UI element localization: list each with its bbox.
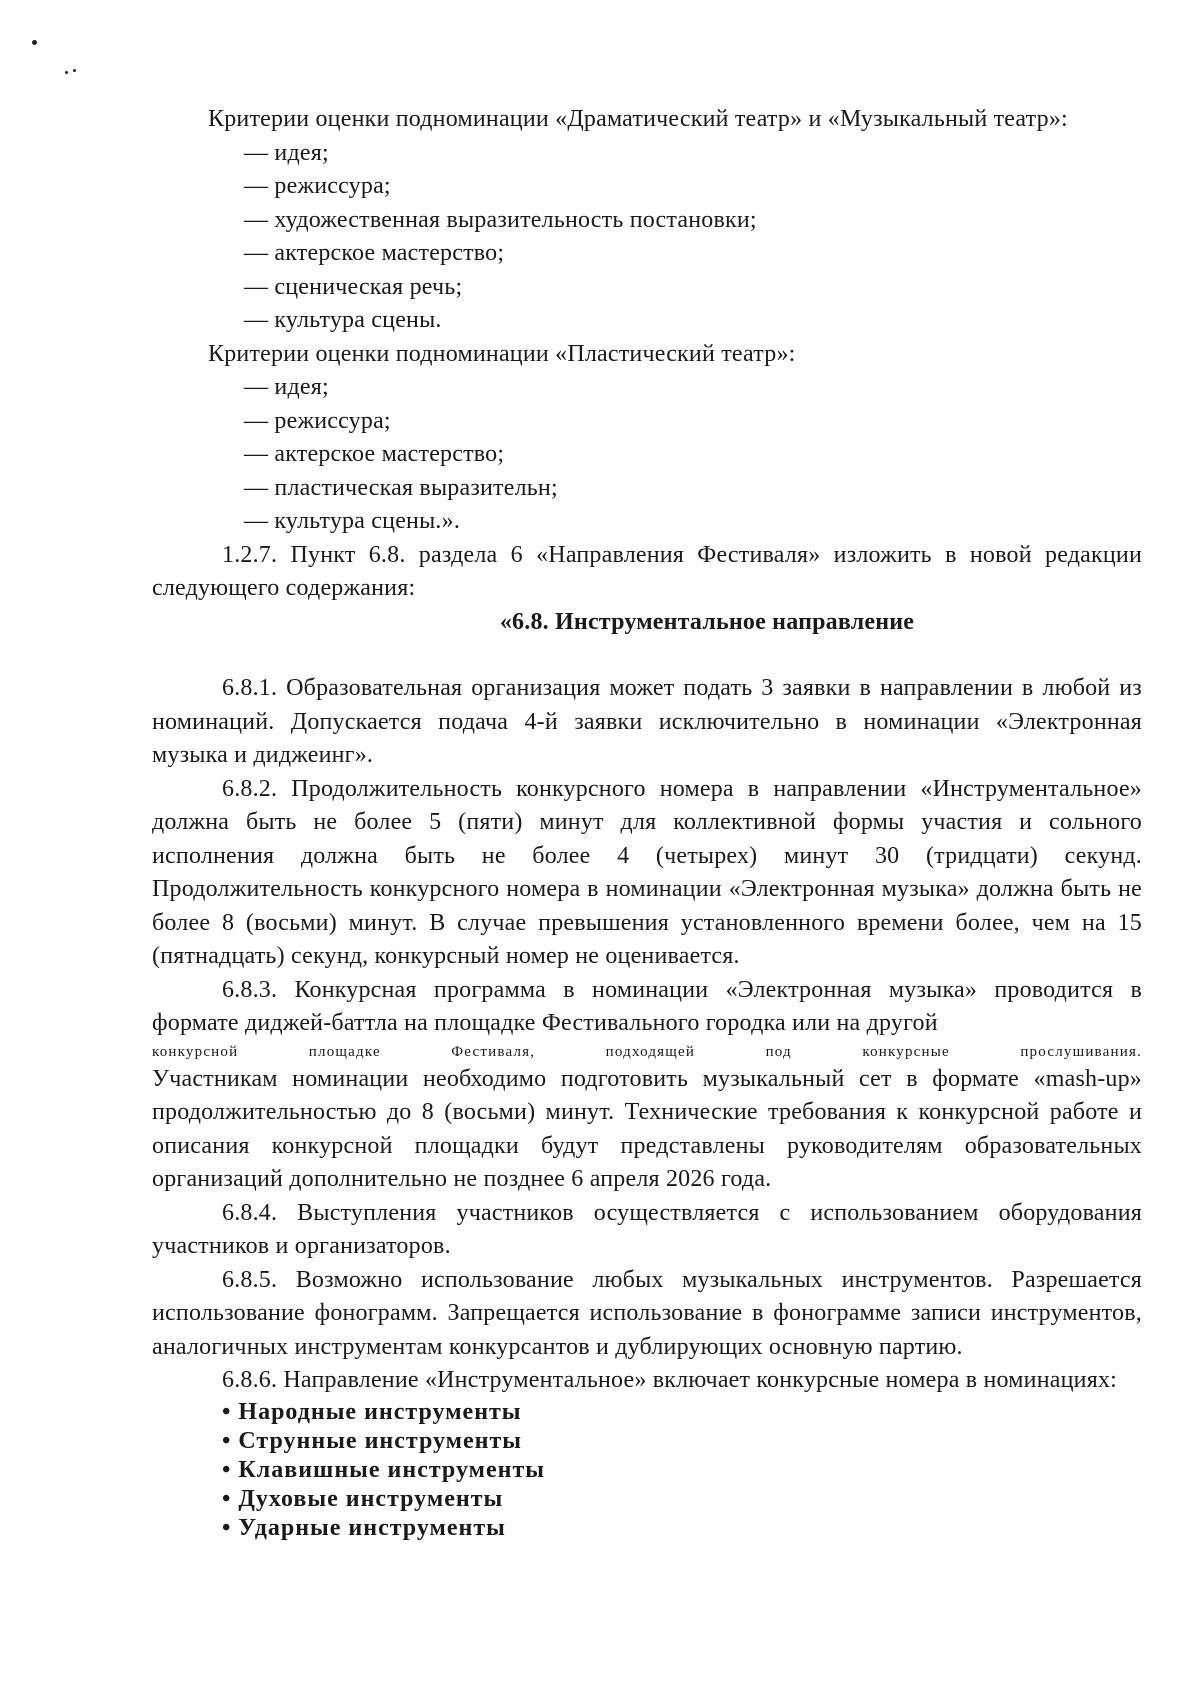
clause-6-8-6: 6.8.6. Направление «Инструментальное» включает конкурсные номера в номинациях: bbox=[222, 1367, 1118, 1393]
clause-6-8-1: 6.8.1. Образовательная организация может подать 3 заявки в направлении в любой из номинаций. Допускается подача 4-й заявки исключительно в номинации «Электронная музыка и диджеинг». bbox=[152, 675, 1142, 768]
amendment-paragraph: 1.2.7. Пункт 6.8. раздела 6 «Направления Фестиваля» изложить в новой редакции следующего содержания: bbox=[152, 541, 1142, 601]
theatre-criterion: — сценическая речь; bbox=[244, 273, 463, 300]
nomination-item: • Народные инструменты bbox=[222, 1398, 522, 1425]
nomination-item: • Духовые инструменты bbox=[222, 1485, 504, 1512]
plastic-criterion: — режиссура; bbox=[244, 407, 391, 434]
plastic-criterion: — актерское мастерство; bbox=[244, 441, 505, 467]
plastic-criterion: — пластическая выразительн; bbox=[244, 474, 558, 501]
clause-6-8-4: 6.8.4. Выступления участников осуществляется с использованием оборудования участников и организаторов. bbox=[152, 1199, 1142, 1259]
theatre-criterion: — идея; bbox=[244, 139, 329, 166]
section-heading: «6.8. Инструментальное направление bbox=[499, 608, 915, 635]
plastic-criterion: — идея; bbox=[244, 374, 329, 400]
clause-6-8-3-continued: Участникам номинации необходимо подготовить музыкальный сет в формате «mash-up» продолжительностью до 8 (восьми) минут. Технические требования к конкурсной работе и описания конкурсной площадки будут представлены руководителям образовательных организаций дополнительно не позднее 6 апреля 2026 года. bbox=[152, 1065, 1142, 1192]
nomination-item: • Струнные инструменты bbox=[222, 1427, 523, 1454]
plastic-criterion: — культура сцены.». bbox=[244, 508, 461, 534]
nomination-item: • Клавишные инструменты bbox=[222, 1456, 545, 1483]
nominations-list bbox=[152, 1398, 1142, 1543]
clause-6-8-5: 6.8.5. Возможно использование любых музыкальных инструментов. Разрешается использование фонограмм. Запрещается использование в фонограмме записи инструментов, аналогичных инструментам конкурсантов и дублирующих основную партию. bbox=[152, 1266, 1142, 1360]
nomination-item: • Ударные инструменты bbox=[222, 1514, 506, 1541]
plastic-criteria-title: Критерии оценки подноминации «Пластический театр»: bbox=[208, 340, 796, 367]
theatre-criterion: — художественная выразительность постановки; bbox=[244, 206, 757, 233]
scan-speck bbox=[73, 69, 76, 72]
scan-specks bbox=[28, 36, 88, 86]
clause-6-8-3-small-line: конкурсной площадке Фестиваля, подходящей под конкурсные прослушивания. bbox=[152, 1043, 1142, 1060]
theatre-criterion: — культура сцены. bbox=[244, 307, 442, 333]
theatre-criteria-title: Критерии оценки подноминации «Драматический театр» и «Музыкальный театр»: bbox=[208, 106, 1068, 132]
clause-6-8-2: 6.8.2. Продолжительность конкурсного номера в направлении «Инструментальное» должна быть не более 5 (пяти) минут для коллективной формы участия и сольного исполнения должна быть не более 4 (четырех) минут 30 (тридцати) секунд. Продолжительность конкурсного номера в номинации «Электронная музыка» должна быть не более 8 (восьми) минут. В случае превышения установленного времени более, чем на 15 (пятнадцать) секунд, конкурсный номер не оценивается. bbox=[152, 775, 1142, 969]
theatre-criterion: — актерское мастерство; bbox=[244, 240, 505, 266]
document-body bbox=[152, 103, 1142, 1543]
scan-speck bbox=[32, 40, 37, 45]
clause-6-8-3: 6.8.3. Конкурсная программа в номинации «Электронная музыка» проводится в формате диджей-баттла на площадке Фестивального городка или на другой bbox=[152, 976, 1142, 1036]
theatre-criterion: — режиссура; bbox=[244, 173, 391, 199]
scan-speck bbox=[65, 71, 68, 74]
